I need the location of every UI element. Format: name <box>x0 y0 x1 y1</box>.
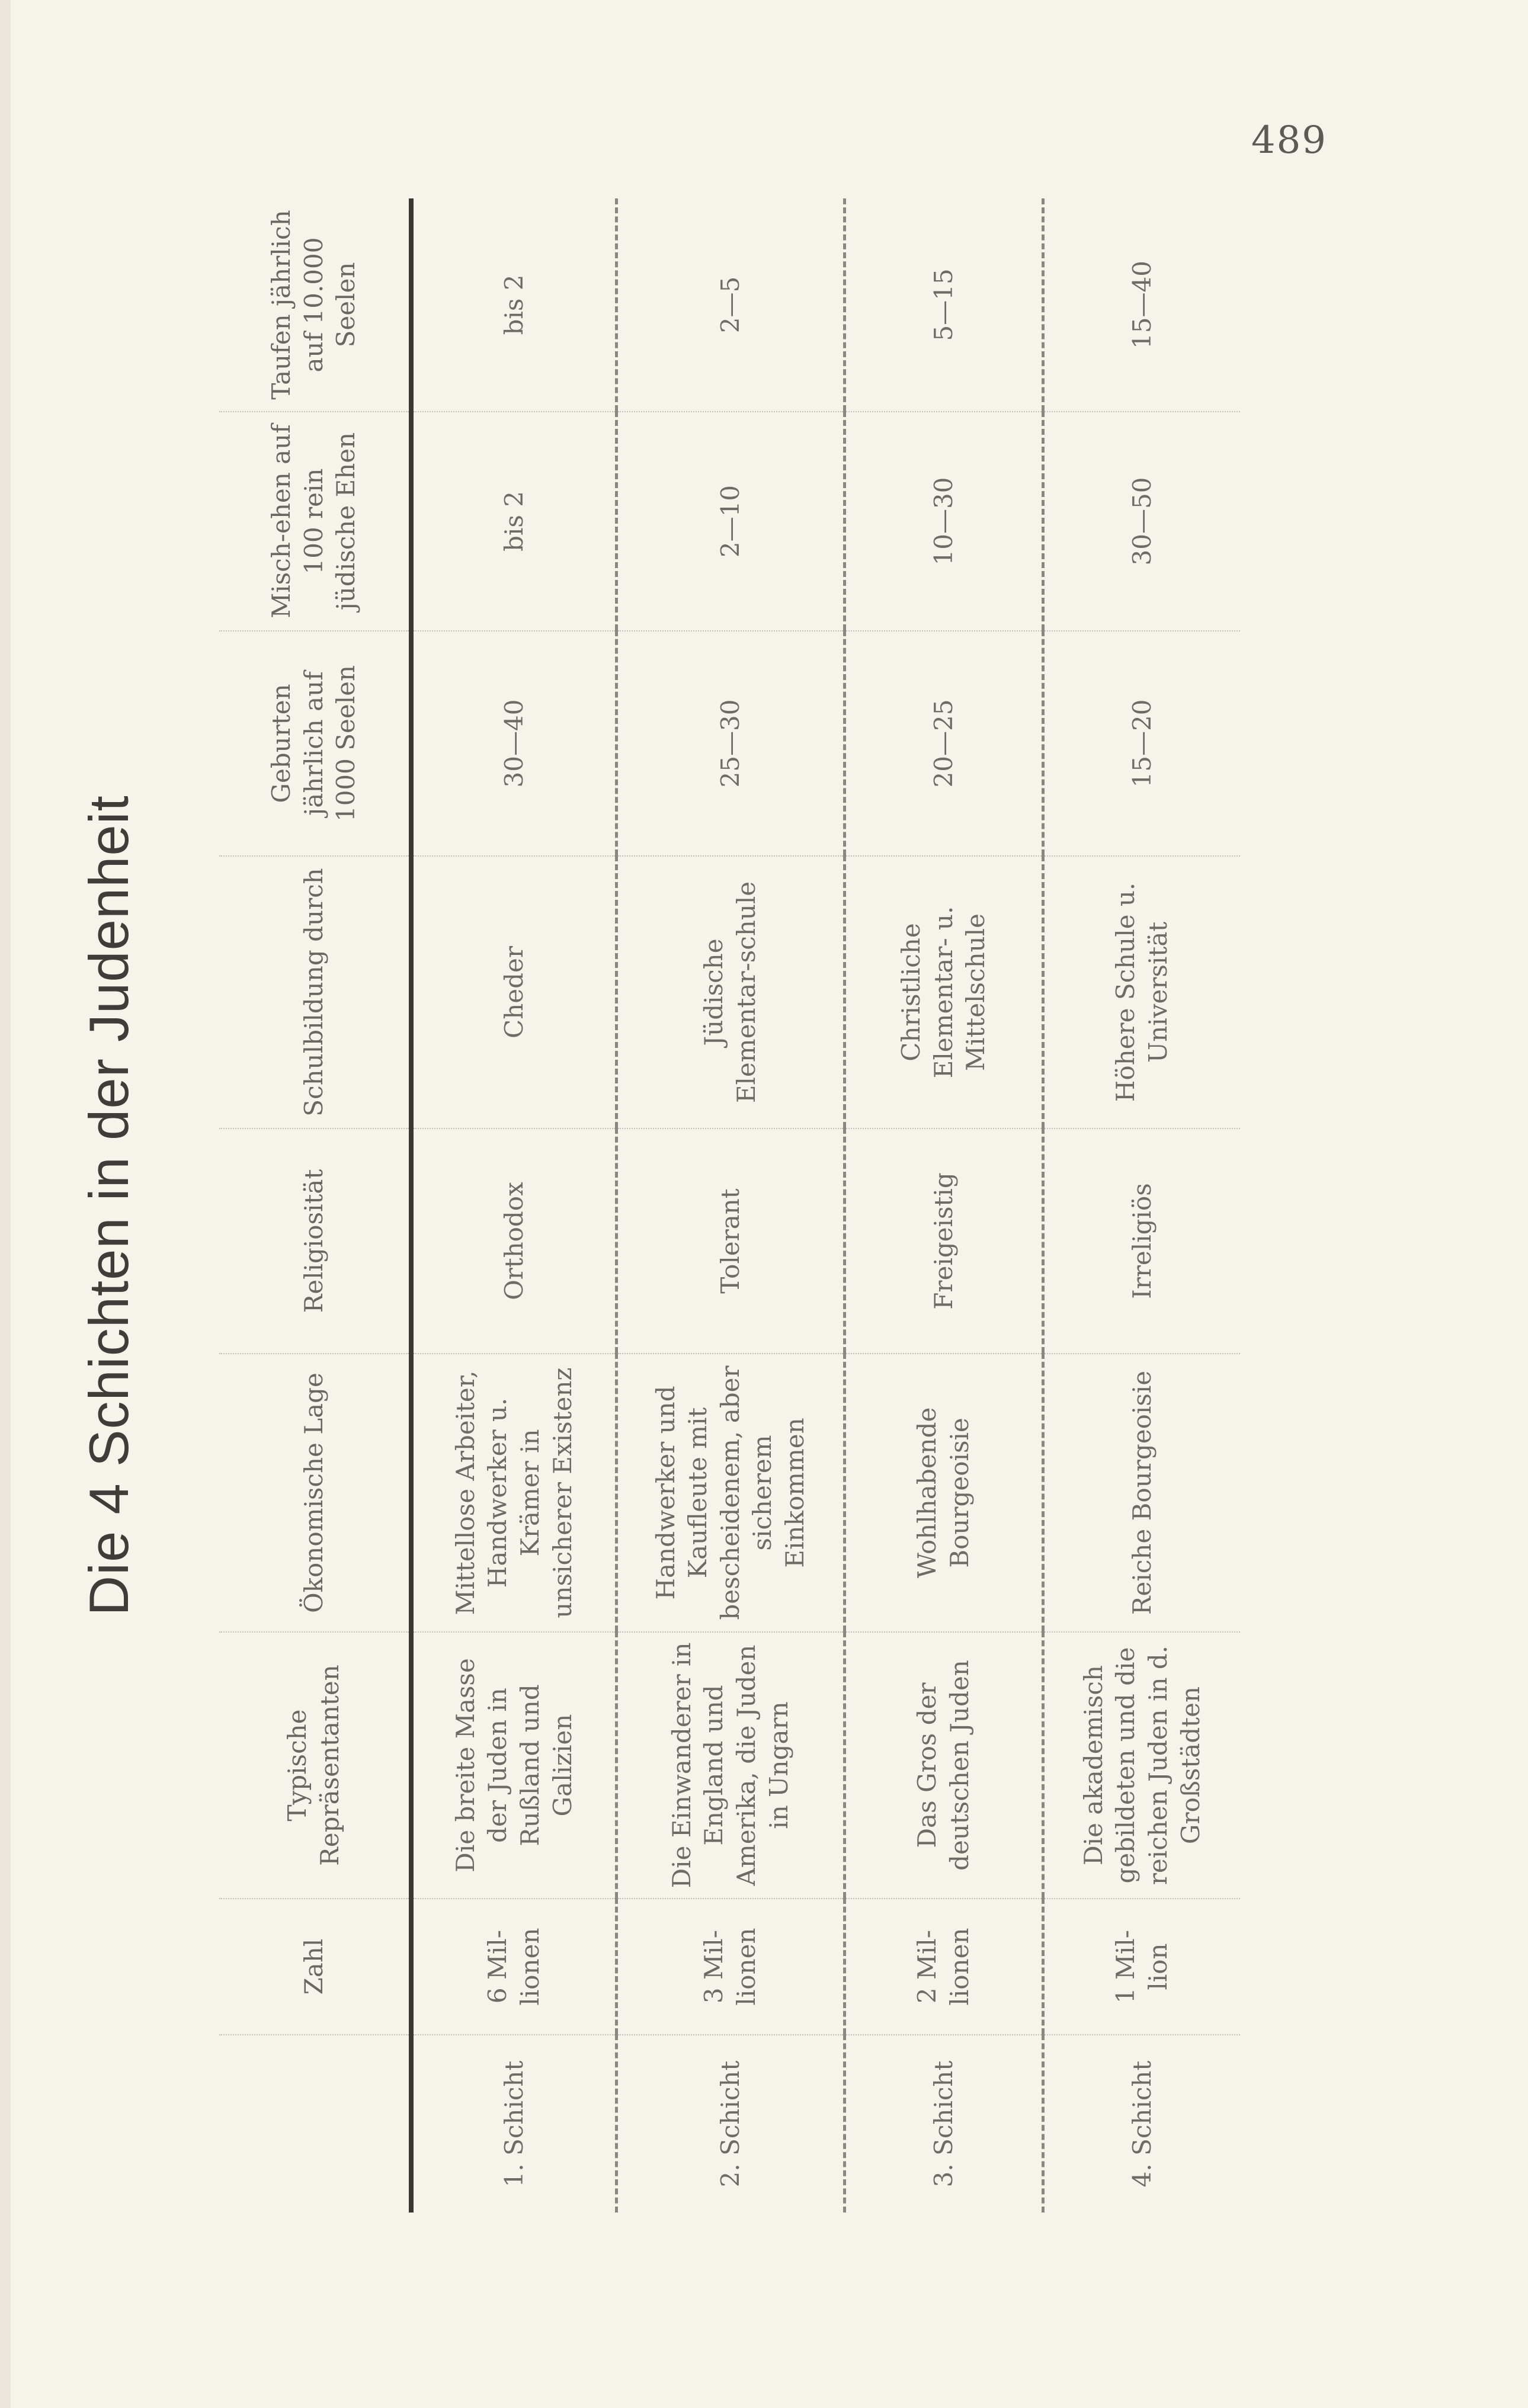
cell-schicht: 3. Schicht <box>845 2035 1043 2213</box>
cell-lage: Handwerker und Kaufleute mit bescheidenem, aber sicherem Einkommen <box>617 1354 845 1632</box>
cell-repraesentanten: Das Gros der deutschen Juden <box>845 1632 1043 1899</box>
header-repraesentanten: Typische Repräsentanten <box>219 1632 411 1899</box>
table-row <box>411 198 617 2213</box>
cell-repraesentanten: Die akademisch gebildeten und die reichen Juden in d. Großstädten <box>1043 1632 1241 1899</box>
cell-taufen: 5—15 <box>845 198 1043 412</box>
cell-religiositaet: Freigeistig <box>845 1128 1043 1354</box>
header-row <box>219 198 411 2213</box>
cell-schulbildung: Christliche Elementar- u. Mittelschule <box>845 856 1043 1128</box>
cell-zahl: 3 Mil-lionen <box>617 1899 845 2035</box>
cell-lage: Wohlhabende Bourgeoisie <box>845 1354 1043 1632</box>
table-row <box>617 198 845 2213</box>
cell-schicht: 4. Schicht <box>1043 2035 1241 2213</box>
cell-schicht: 1. Schicht <box>499 2060 528 2188</box>
header-taufen: Taufen jährlich auf 10.000 Seelen <box>219 198 411 412</box>
header-schicht <box>219 2035 411 2213</box>
cell-mischehen: 30—50 <box>1043 412 1241 631</box>
cell-taufen: 2—5 <box>617 198 845 412</box>
header-lage: Ökonomische Lage <box>219 1354 411 1632</box>
cell-zahl: 2 Mil-lionen <box>845 1899 1043 2035</box>
cell-repraesentanten: Die breite Masse der Juden in Rußland und Galizien <box>411 1632 617 1899</box>
table-row <box>1043 198 1241 2213</box>
rotated-table-block <box>59 198 1446 2213</box>
cell-geburten: 20—25 <box>845 631 1043 856</box>
cell-taufen: bis 2 <box>411 198 617 412</box>
header-geburten: Geburten jährlich auf 1000 Seelen <box>219 631 411 856</box>
cell-lage: Mittellose Arbeiter, Handwerker u. Krämer in unsicherer Existenz <box>411 1354 617 1632</box>
cell-schicht: 2. Schicht <box>617 2035 845 2213</box>
cell-religiositaet: Irreligiös <box>1043 1128 1241 1354</box>
cell-mischehen: bis 2 <box>411 412 617 631</box>
cell-taufen: 15—40 <box>1043 198 1241 412</box>
cell-repraesentanten: Die Einwanderer in England und Amerika, die Juden in Ungarn <box>617 1632 845 1899</box>
cell-mischehen: 2—10 <box>617 412 845 631</box>
cell-religiositaet: Orthodox <box>411 1128 617 1354</box>
cell-mischehen: 10—30 <box>845 412 1043 631</box>
header-zahl: Zahl <box>219 1899 411 2035</box>
cell-lage: Reiche Bourgeoisie <box>1043 1354 1241 1632</box>
table-row <box>845 198 1043 2213</box>
cell-schulbildung: Jüdische Elementar-schule <box>617 856 845 1128</box>
cell-schulbildung: Cheder <box>411 856 617 1128</box>
cell-zahl: 1 Mil-lion <box>1043 1899 1241 2035</box>
strata-table <box>219 198 1240 2213</box>
header-schulbildung: Schulbildung durch <box>219 856 411 1128</box>
cell-religiositaet: Tolerant <box>617 1128 845 1354</box>
cell-geburten: 30—40 <box>411 631 617 856</box>
cell-geburten: 25—30 <box>617 631 845 856</box>
table-title: Die 4 Schichten in der Judenheit <box>78 795 140 1616</box>
page-number: 489 <box>1251 118 1327 162</box>
cell-zahl: 6 Mil-lionen <box>411 1899 617 2035</box>
page-edge <box>0 0 11 2408</box>
cell-schulbildung: Höhere Schule u. Universität <box>1043 856 1241 1128</box>
header-mischehen: Misch-ehen auf 100 rein jüdische Ehen <box>219 412 411 631</box>
cell-geburten: 15—20 <box>1043 631 1241 856</box>
header-religiositaet: Religiosität <box>219 1128 411 1354</box>
